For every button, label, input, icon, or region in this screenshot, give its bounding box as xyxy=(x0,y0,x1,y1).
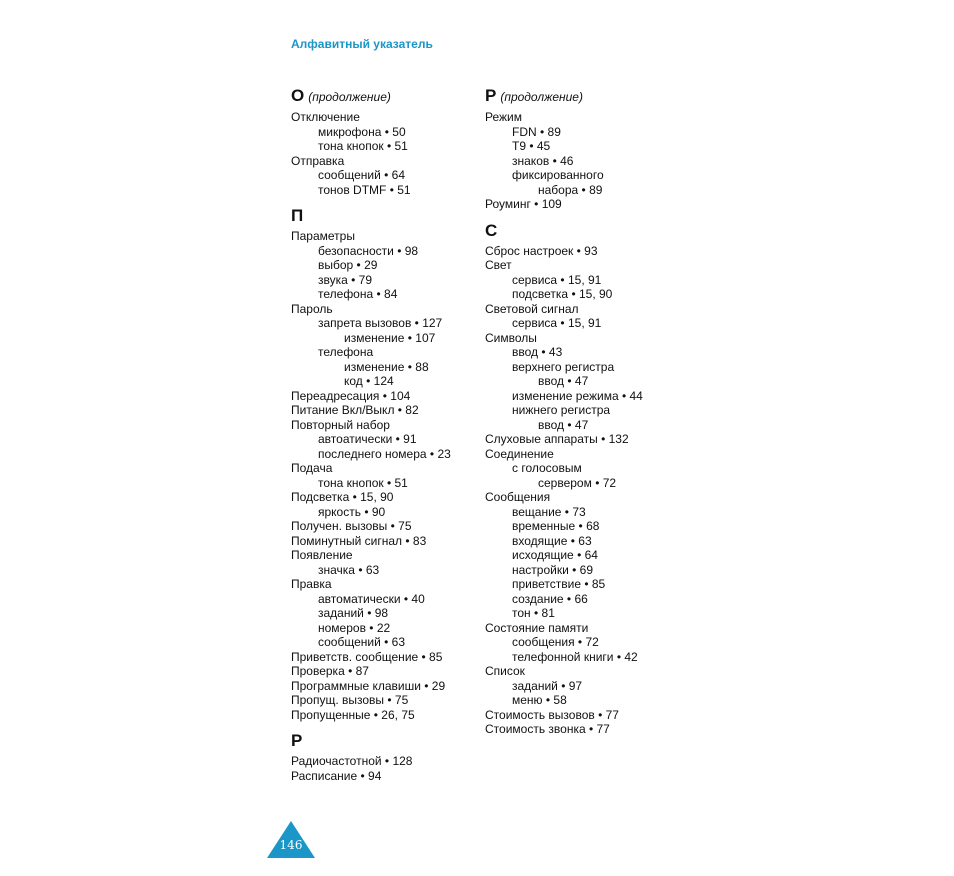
index-entry: телефона • 84 xyxy=(318,287,398,301)
index-entry: Пропущ. вызовы • 75 xyxy=(291,693,409,707)
index-entry: Стоимость звонка • 77 xyxy=(485,722,610,736)
index-entry: FDN • 89 xyxy=(512,124,561,139)
index-entry: ввод • 47 xyxy=(538,374,589,388)
index-entry: верхнего регистра xyxy=(512,359,615,374)
index-entry: сервиса • 15, 91 xyxy=(512,316,602,330)
index-entry: телефона xyxy=(318,345,374,359)
index-entry: тона кнопок • 51 xyxy=(318,475,408,490)
index-entry: Поминутный сигнал • 83 xyxy=(291,533,427,548)
index-entry: Состояние памяти xyxy=(485,620,589,635)
index-entry: Пропущенные • 26, 75 xyxy=(291,707,415,722)
section-letter-heading xyxy=(485,86,675,107)
index-entry: нижнего регистра xyxy=(512,403,611,417)
index-entry: изменение режима • 44 xyxy=(512,388,643,403)
index-entry: Роуминг • 109 xyxy=(485,197,562,211)
section-letter-heading xyxy=(485,221,675,241)
index-entry: с голосовым xyxy=(512,461,582,475)
index-entry: Стоимость вызовов • 77 xyxy=(485,707,619,722)
index-entry: приветствие • 85 xyxy=(512,577,606,591)
index-entry: подсветка • 15, 90 xyxy=(512,287,613,301)
index-entry: Символы xyxy=(485,330,537,345)
index-entry: Пароль xyxy=(291,301,333,316)
index-entry: Программные клавиши • 29 xyxy=(291,678,446,693)
index-entry: изменение • 107 xyxy=(344,330,436,345)
index-entry: меню • 58 xyxy=(512,693,567,707)
index-entry: тон • 81 xyxy=(512,606,555,620)
index-entry: телефонной книги • 42 xyxy=(512,649,638,664)
index-entry: создание • 66 xyxy=(512,591,588,606)
index-entry: Переадресация • 104 xyxy=(291,388,411,403)
index-entry: сообщения • 72 xyxy=(512,635,599,649)
index-entry: Отключение xyxy=(291,110,360,124)
index-entry: Подача xyxy=(291,461,333,475)
index-entry: безопасности • 98 xyxy=(318,243,419,258)
index-entry: набора • 89 xyxy=(538,182,603,197)
section-letter-heading xyxy=(291,731,481,751)
index-entry: Проверка • 87 xyxy=(291,664,369,678)
page-number: 146 xyxy=(279,838,303,852)
index-entry: Сброс настроек • 93 xyxy=(485,243,598,258)
index-entry: сообщений • 63 xyxy=(318,635,406,649)
index-entry: Режим xyxy=(485,110,522,124)
index-entry: Список xyxy=(485,664,525,678)
index-entry: Питание Вкл/Выкл • 82 xyxy=(291,403,419,417)
index-entry: номеров • 22 xyxy=(318,620,391,635)
index-entry: сервиса • 15, 91 xyxy=(512,272,602,287)
index-entry: значка • 63 xyxy=(318,562,380,577)
section-letter-heading xyxy=(291,86,481,107)
index-entry: T9 • 45 xyxy=(512,139,551,153)
index-entry: код • 124 xyxy=(344,374,394,388)
section-letter: Р xyxy=(291,731,303,750)
index-entry: запрета вызовов • 127 xyxy=(318,316,443,330)
section-letter: П xyxy=(291,206,304,225)
index-entry: ввод • 47 xyxy=(538,417,589,432)
index-entry: настройки • 69 xyxy=(512,562,594,577)
index-entry: заданий • 98 xyxy=(318,606,389,620)
index-entry: автоматически • 40 xyxy=(318,591,425,606)
index-entry: Получен. вызовы • 75 xyxy=(291,519,412,533)
index-entry: Подсветка • 15, 90 xyxy=(291,490,394,504)
section-letter: О xyxy=(291,86,305,105)
index-entry: Соединение xyxy=(485,446,554,461)
index-entry: яркость • 90 xyxy=(318,504,386,519)
index-entry: микрофона • 50 xyxy=(318,124,406,139)
index-entry: выбор • 29 xyxy=(318,258,378,272)
index-entry: изменение • 88 xyxy=(344,359,429,374)
index-entry: тона кнопок • 51 xyxy=(318,139,408,153)
index-entry: Сообщения xyxy=(485,490,551,504)
index-entry: сообщений • 64 xyxy=(318,168,406,182)
index-entry: входящие • 63 xyxy=(512,533,592,548)
index-entry: автоатически • 91 xyxy=(318,432,417,446)
index-entry: вещание • 73 xyxy=(512,504,586,519)
index-column-left xyxy=(291,86,481,783)
index-entry: Световой сигнал xyxy=(485,301,579,316)
index-entry: Свет xyxy=(485,258,512,272)
section-letter: С xyxy=(485,220,498,240)
index-entry: Расписание • 94 xyxy=(291,768,382,783)
index-entry: Появление xyxy=(291,548,353,562)
index-entry: исходящие • 64 xyxy=(512,548,598,562)
index-entry: последнего номера • 23 xyxy=(318,446,451,461)
index-entry: Приветств. сообщение • 85 xyxy=(291,649,443,664)
section-continued-label: (продолжение) xyxy=(500,90,583,104)
index-entry: Правка xyxy=(291,577,332,591)
index-entry: временные • 68 xyxy=(512,519,600,533)
page-header-title: Алфавитный указатель xyxy=(291,37,433,51)
index-entry: знаков • 46 xyxy=(512,153,574,168)
section-letter-heading xyxy=(291,206,481,226)
index-entry: фиксированного xyxy=(512,168,604,182)
section-continued-label: (продолжение) xyxy=(308,90,391,104)
section-letter: Р xyxy=(485,86,497,105)
index-entry: тонов DTMF • 51 xyxy=(318,182,411,197)
index-entry: ввод • 43 xyxy=(512,345,563,359)
index-entry: Повторный набор xyxy=(291,417,390,432)
index-entry: заданий • 97 xyxy=(512,678,583,693)
index-entry: Радиочастотной • 128 xyxy=(291,754,413,768)
index-entry: Отправка xyxy=(291,153,345,168)
index-entry: Слуховые аппараты • 132 xyxy=(485,432,629,446)
index-entry: звука • 79 xyxy=(318,272,373,287)
index-entry: сервером • 72 xyxy=(538,475,617,490)
index-column-right xyxy=(485,86,675,737)
index-entry: Параметры xyxy=(291,229,355,243)
